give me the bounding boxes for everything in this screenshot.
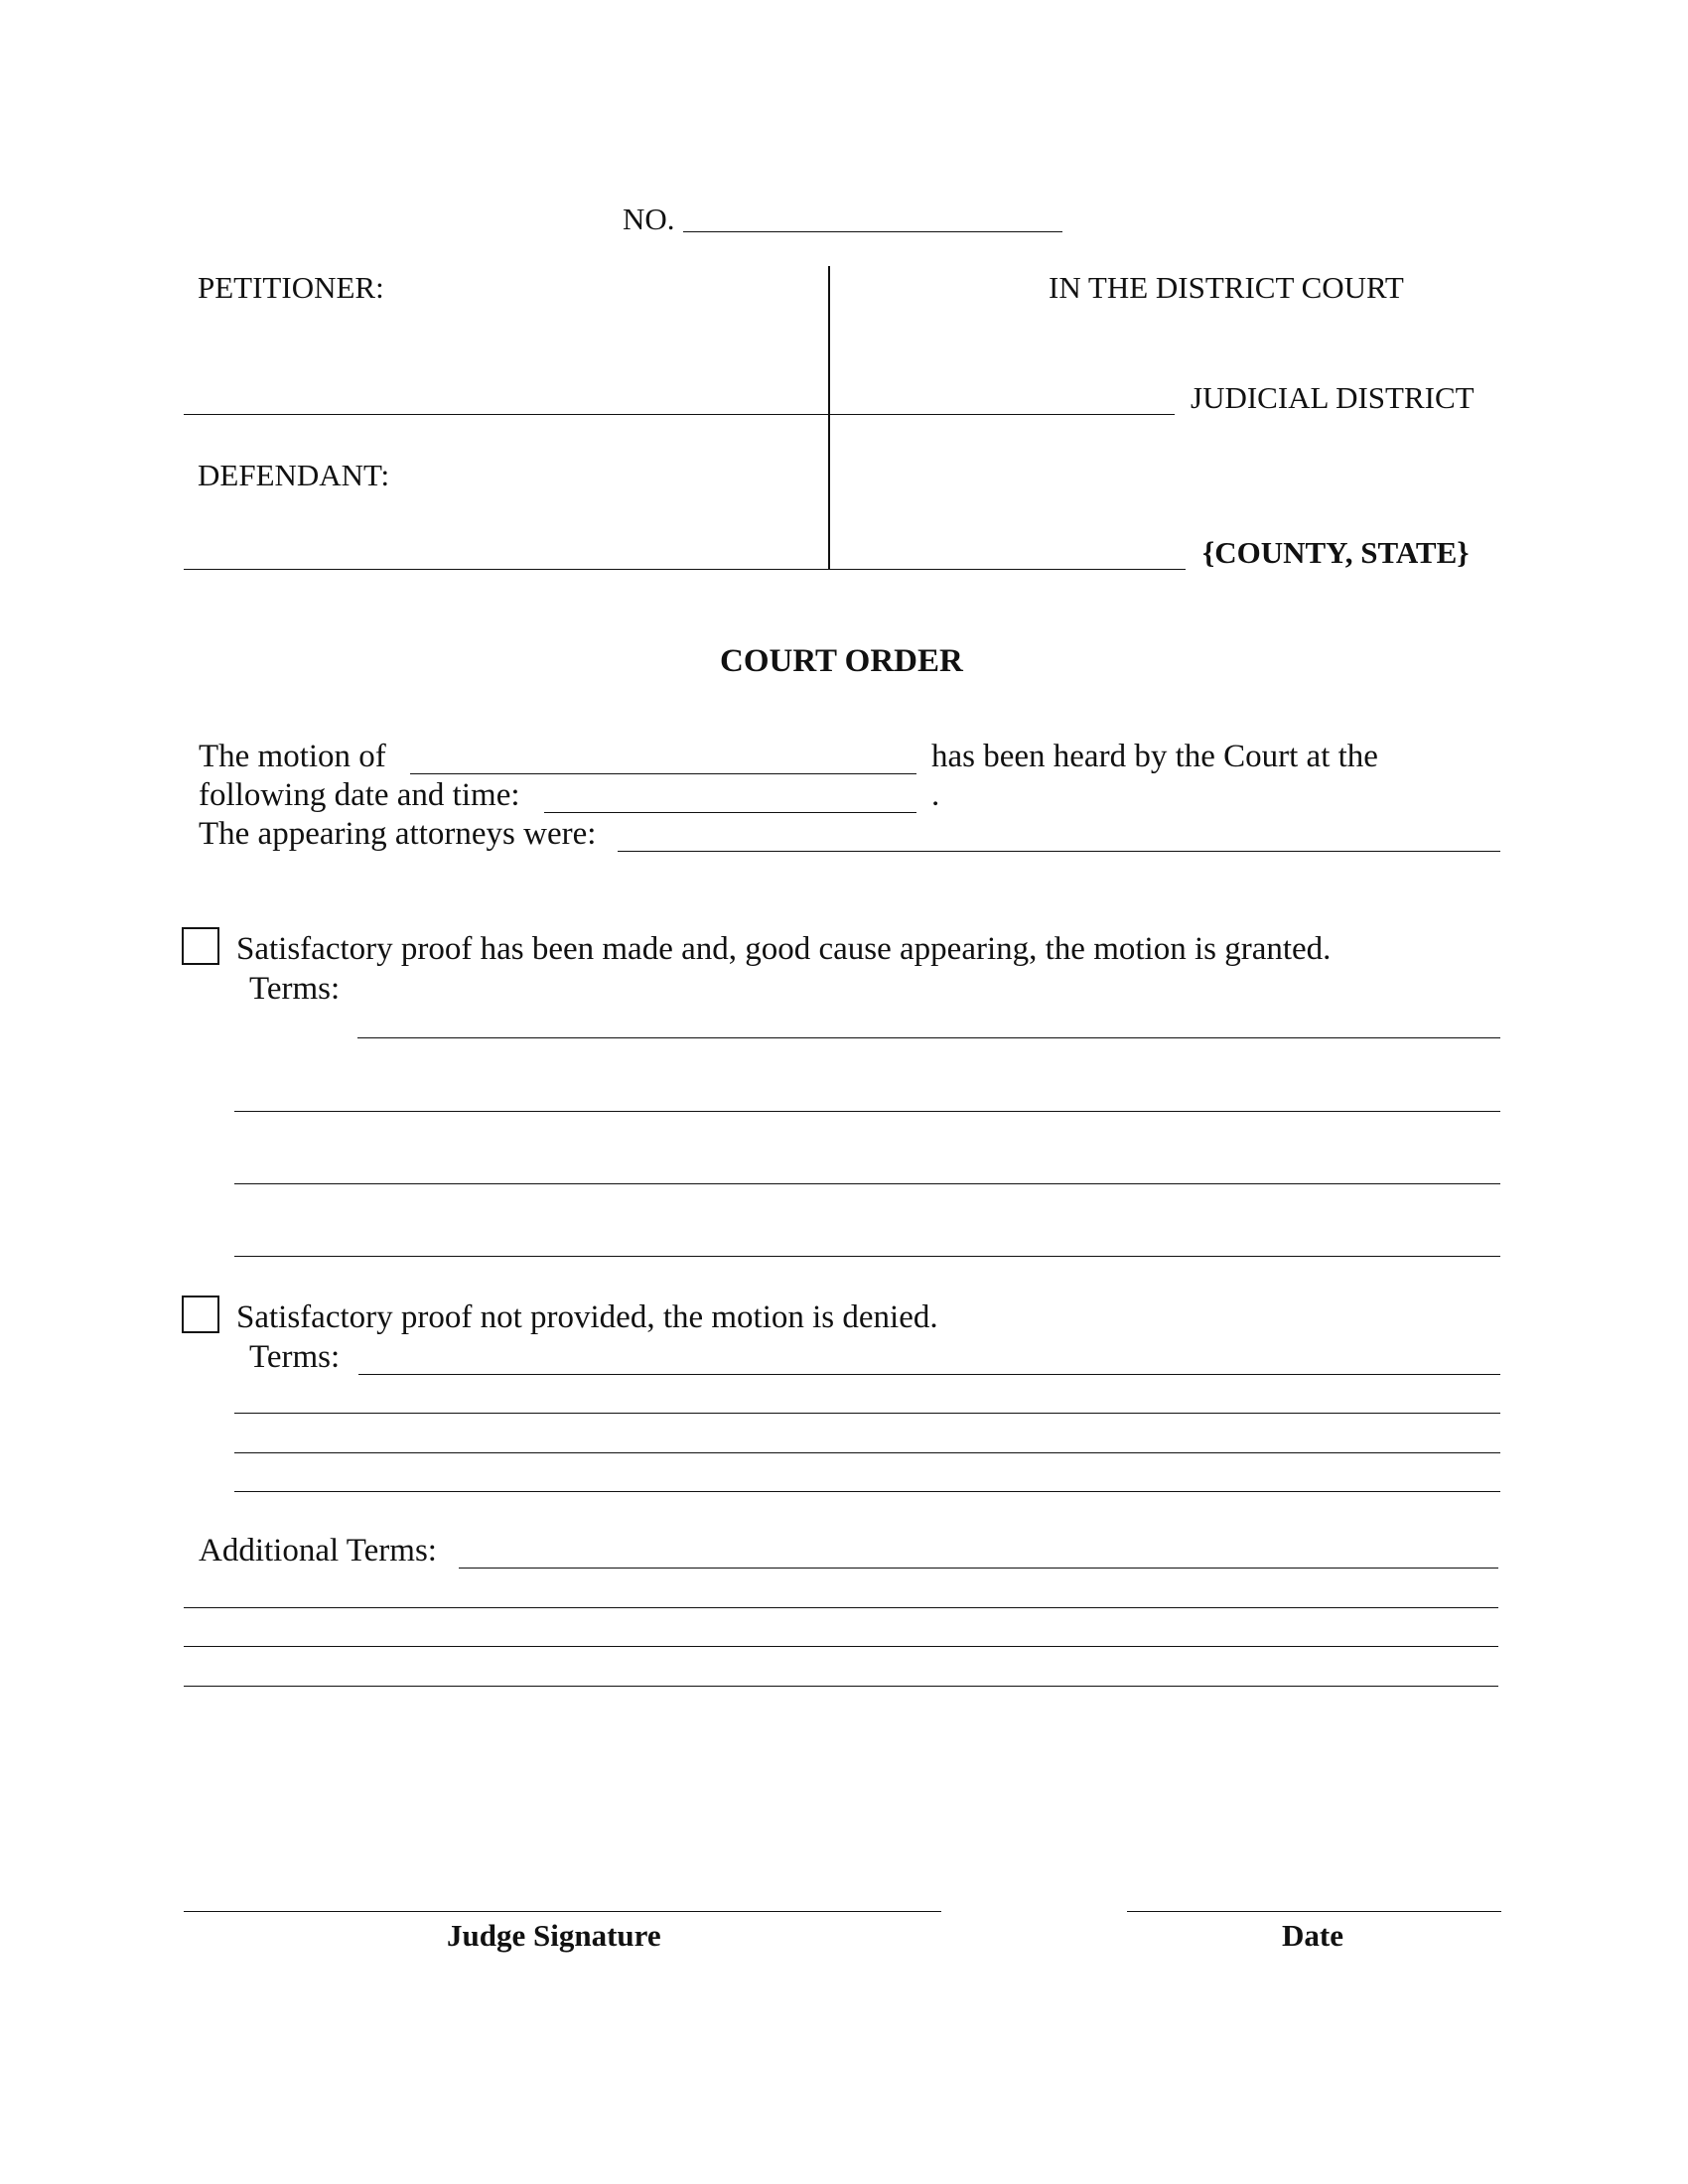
granted-checkbox[interactable] <box>182 927 219 965</box>
county-state-label: {COUNTY, STATE} <box>1202 535 1470 570</box>
granted-terms-line-1[interactable] <box>357 1037 1500 1038</box>
defendant-label: DEFENDANT: <box>198 458 390 492</box>
granted-terms-line-4[interactable] <box>234 1256 1500 1257</box>
attorneys-field[interactable] <box>618 851 1500 852</box>
date-time-label: following date and time: <box>199 777 520 813</box>
defendant-field[interactable] <box>184 569 831 570</box>
date-time-period: . <box>931 777 940 813</box>
heard-by-court-text: has been heard by the Court at the <box>931 739 1378 774</box>
court-label: IN THE DISTRICT COURT <box>1049 270 1404 305</box>
caption-divider <box>828 266 830 570</box>
motion-of-label: The motion of <box>199 739 386 774</box>
additional-terms-line-3[interactable] <box>184 1646 1498 1647</box>
denied-terms-line-1[interactable] <box>358 1374 1500 1375</box>
granted-terms-line-2[interactable] <box>234 1111 1500 1112</box>
granted-terms-label: Terms: <box>249 971 341 1007</box>
denied-terms-label: Terms: <box>249 1339 341 1375</box>
additional-terms-line-1[interactable] <box>459 1568 1498 1569</box>
additional-terms-line-4[interactable] <box>184 1686 1498 1687</box>
case-number-field[interactable] <box>683 231 1062 232</box>
judge-signature-field[interactable] <box>184 1911 941 1912</box>
motion-of-field[interactable] <box>410 773 916 774</box>
date-time-field[interactable] <box>544 812 916 813</box>
denied-terms-line-4[interactable] <box>234 1491 1500 1492</box>
granted-terms-line-3[interactable] <box>234 1183 1500 1184</box>
county-state-field[interactable] <box>830 569 1186 570</box>
denied-text: Satisfactory proof not provided, the motion is denied. <box>236 1299 938 1335</box>
judge-signature-label: Judge Signature <box>447 1918 661 1953</box>
petitioner-field[interactable] <box>184 414 831 415</box>
denied-terms-line-3[interactable] <box>234 1452 1500 1453</box>
denied-checkbox[interactable] <box>182 1296 219 1333</box>
judicial-district-field[interactable] <box>830 414 1175 415</box>
date-field[interactable] <box>1127 1911 1501 1912</box>
petitioner-label: PETITIONER: <box>198 270 384 305</box>
page-title: COURT ORDER <box>720 643 963 679</box>
additional-terms-line-2[interactable] <box>184 1607 1498 1608</box>
additional-terms-label: Additional Terms: <box>199 1533 437 1569</box>
attorneys-label: The appearing attorneys were: <box>199 816 597 852</box>
denied-terms-line-2[interactable] <box>234 1413 1500 1414</box>
case-number-label: NO. <box>623 202 675 236</box>
granted-text: Satisfactory proof has been made and, good cause appearing, the motion is granted. <box>236 931 1332 967</box>
date-label: Date <box>1282 1918 1343 1953</box>
judicial-district-label: JUDICIAL DISTRICT <box>1191 380 1475 415</box>
